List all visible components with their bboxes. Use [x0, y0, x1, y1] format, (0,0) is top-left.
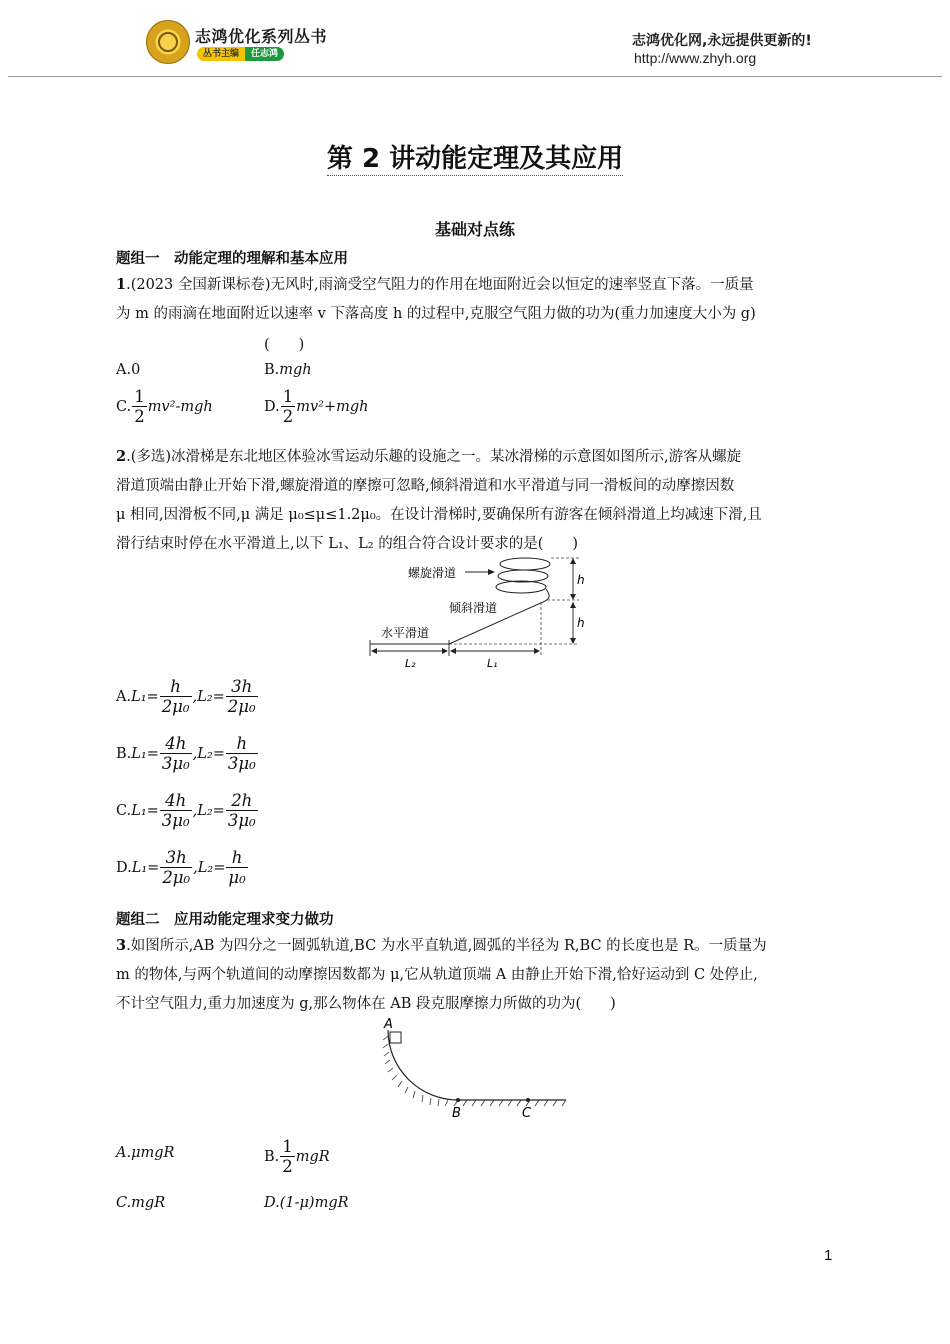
label-h-bottom: h [577, 616, 585, 630]
editor-label: 丛书主编 [197, 47, 245, 61]
track-hatching [383, 1036, 566, 1106]
label-c: C [522, 1106, 532, 1121]
q2-option-a-letter: A. [116, 688, 132, 705]
q1-text-1: .(2023 全国新课标卷)无风时,雨滴受空气阻力的作用在地面附近会以恒定的速率竖直下落。一质量 [126, 277, 754, 293]
q2-option-d-letter: D. [116, 859, 132, 876]
label-a: A [384, 1017, 393, 1032]
q1-option-d[interactable] [264, 388, 369, 426]
q2-option-b[interactable] [116, 735, 259, 773]
label-h-top: h [577, 573, 585, 587]
q1-option-c[interactable] [116, 388, 213, 426]
frac-denominator: 2μ₀ [161, 697, 190, 717]
L2-label: ,L₂= [192, 745, 225, 762]
frac-numerator: 3h [165, 848, 187, 867]
publisher-logo [146, 20, 190, 64]
q2-option-c[interactable] [116, 792, 259, 830]
q1-option-c-letter: C. [116, 398, 132, 415]
group-heading-1: 题组一 动能定理的理解和基本应用 [116, 251, 348, 267]
q1-number: 1 [116, 276, 127, 293]
frac-denominator: 3μ₀ [161, 811, 190, 831]
frac-numerator: 1 [134, 387, 145, 406]
q1-option-b[interactable] [264, 362, 312, 378]
header-divider [8, 76, 942, 77]
frac-denominator: 3μ₀ [161, 754, 190, 774]
q1-option-b-letter: B. [264, 362, 280, 378]
q3-option-b-fraction [280, 1138, 295, 1176]
track-line [388, 1030, 566, 1100]
frac-denominator: 2μ₀ [227, 697, 256, 717]
q3-line-2: m 的物体,与两个轨道间的动摩擦因数都为 μ,它从轨道顶端 A 由静止开始下滑,恰好运动到 C 处停止, [116, 967, 758, 983]
L1-label: L₁= [131, 745, 159, 762]
frac-numerator: 2h [231, 791, 253, 810]
frac-denominator: 3μ₀ [227, 754, 256, 774]
frac-numerator: 3h [231, 677, 253, 696]
q3-option-c[interactable]: C.mgR [116, 1195, 166, 1211]
q2-line-4: 滑行结束时停在水平滑道上,以下 L₁、L₂ 的组合符合设计要求的是( ) [116, 536, 579, 552]
fraction-L1 [160, 678, 192, 716]
q2-option-b-letter: B. [116, 745, 132, 762]
frac-denominator: 2μ₀ [162, 868, 191, 888]
fraction-L1 [160, 792, 192, 830]
q3-option-d[interactable]: D.(1-μ)mgR [264, 1195, 349, 1211]
q1-option-c-expr: mv²-mgh [147, 398, 213, 415]
q2-text-1: .(多选)冰滑梯是东北地区体验冰雪运动乐趣的设施之一。某冰滑梯的示意图如图所示,游客从螺旋 [126, 449, 742, 465]
q1-option-a[interactable]: A.0 [116, 362, 141, 378]
label-L1: L₁ [487, 657, 498, 670]
page-title-text: 第 2 讲动能定理及其应用 [326, 144, 624, 174]
point-c [526, 1098, 530, 1102]
arc-track-diagram [378, 1014, 574, 1124]
q2-number: 2 [116, 448, 127, 465]
frac-denominator: 3μ₀ [227, 811, 256, 831]
q2-line-1 [116, 442, 836, 472]
L1-label: L₁= [131, 802, 159, 819]
L2-label: ,L₂= [192, 802, 225, 819]
group-heading-2: 题组二 应用动能定理求变力做功 [116, 912, 334, 928]
frac-numerator: 4h [165, 734, 187, 753]
spiral-coil-middle [498, 570, 548, 582]
q3-line-3: 不计空气阻力,重力加速度为 g,那么物体在 AB 段克服摩擦力所做的功为( ) [116, 996, 616, 1012]
frac-denominator: 2 [282, 407, 294, 427]
L1-label: L₁= [131, 859, 160, 876]
q3-option-b[interactable] [264, 1138, 330, 1176]
q2-option-d[interactable] [116, 849, 249, 887]
fraction-L2 [226, 849, 247, 887]
q3-line-1 [116, 931, 836, 961]
fraction-L1 [160, 849, 192, 887]
label-b: B [452, 1106, 461, 1121]
ice-slide-diagram [365, 556, 595, 676]
frac-numerator: h [231, 848, 243, 867]
label-horizontal: 水平滑道 [381, 626, 430, 640]
q1-answer-paren: ( ) [264, 337, 305, 353]
q2-option-a[interactable] [116, 678, 259, 716]
question-2 [116, 442, 836, 559]
L2-label: ,L₂= [192, 688, 225, 705]
q2-line-3: μ 相同,因滑板不同,μ 满足 μ₀≤μ≤1.2μ₀。在设计滑梯时,要确保所有游客在倾斜滑道上均减速下滑,且 [116, 507, 762, 523]
frac-numerator: 4h [165, 791, 187, 810]
q2-option-c-letter: C. [116, 802, 132, 819]
editor-tag [197, 47, 284, 61]
label-L2: L₂ [405, 657, 416, 670]
section-heading: 基础对点练 [434, 220, 515, 239]
block [390, 1032, 401, 1043]
L2-label: ,L₂= [193, 859, 226, 876]
fraction-L2 [226, 678, 258, 716]
frac-denominator: 2 [134, 407, 145, 427]
question-3 [116, 931, 836, 1019]
fraction-L2 [226, 792, 258, 830]
fraction-L2 [226, 735, 258, 773]
L1-label: L₁= [131, 688, 159, 705]
spiral-pointer-arrow [488, 569, 495, 575]
q1-line-2: 为 m 的雨滴在地面附近以速率 v 下落高度 h 的过程中,克服空气阻力做的功为(重力加速度大小为 g) [116, 306, 756, 322]
frac-denominator: 2 [282, 1157, 293, 1177]
q3-text-1: .如图所示,AB 为四分之一圆弧轨道,BC 为水平直轨道,圆弧的半径为 R,BC 的长度也是 R。一质量为 [126, 938, 767, 954]
fraction-L1 [160, 735, 192, 773]
question-1 [116, 270, 836, 329]
header-slogan: 志鸿优化网,永远提供更新的! [632, 33, 812, 49]
label-spiral: 螺旋滑道 [408, 566, 457, 580]
point-b [456, 1098, 460, 1102]
header-url[interactable]: http://www.zhyh.org [634, 50, 757, 66]
frac-numerator: 1 [282, 1137, 293, 1156]
q1-option-d-expr: mv²+mgh [296, 398, 369, 415]
q1-line-1 [116, 270, 836, 300]
frac-numerator: h [236, 734, 248, 753]
q1-option-d-letter: D. [264, 398, 280, 415]
q1-option-d-fraction [281, 388, 296, 426]
editor-name: 任志鸿 [245, 47, 284, 61]
q3-option-b-expr: mgR [295, 1148, 330, 1165]
q3-option-a[interactable]: A.μmgR [116, 1145, 175, 1161]
series-title: 志鸿优化系列丛书 [195, 27, 328, 46]
frac-denominator: μ₀ [228, 868, 246, 888]
page-number: 1 [824, 1247, 833, 1264]
q3-option-b-letter: B. [264, 1148, 280, 1165]
q1-option-b-expr: mgh [279, 362, 312, 378]
spiral-coil-bottom [496, 581, 546, 593]
label-incline: 倾斜滑道 [449, 601, 498, 615]
frac-numerator: 1 [282, 387, 294, 406]
q3-number: 3 [116, 937, 127, 954]
q2-line-2: 滑道顶端由静止开始下滑,螺旋滑道的摩擦可忽略,倾斜滑道和水平滑道与同一滑板间的动摩擦因数 [116, 478, 735, 494]
page-title [0, 138, 950, 175]
frac-numerator: h [170, 677, 181, 696]
spiral-coil-top [500, 558, 550, 570]
q1-option-c-fraction [132, 388, 147, 426]
